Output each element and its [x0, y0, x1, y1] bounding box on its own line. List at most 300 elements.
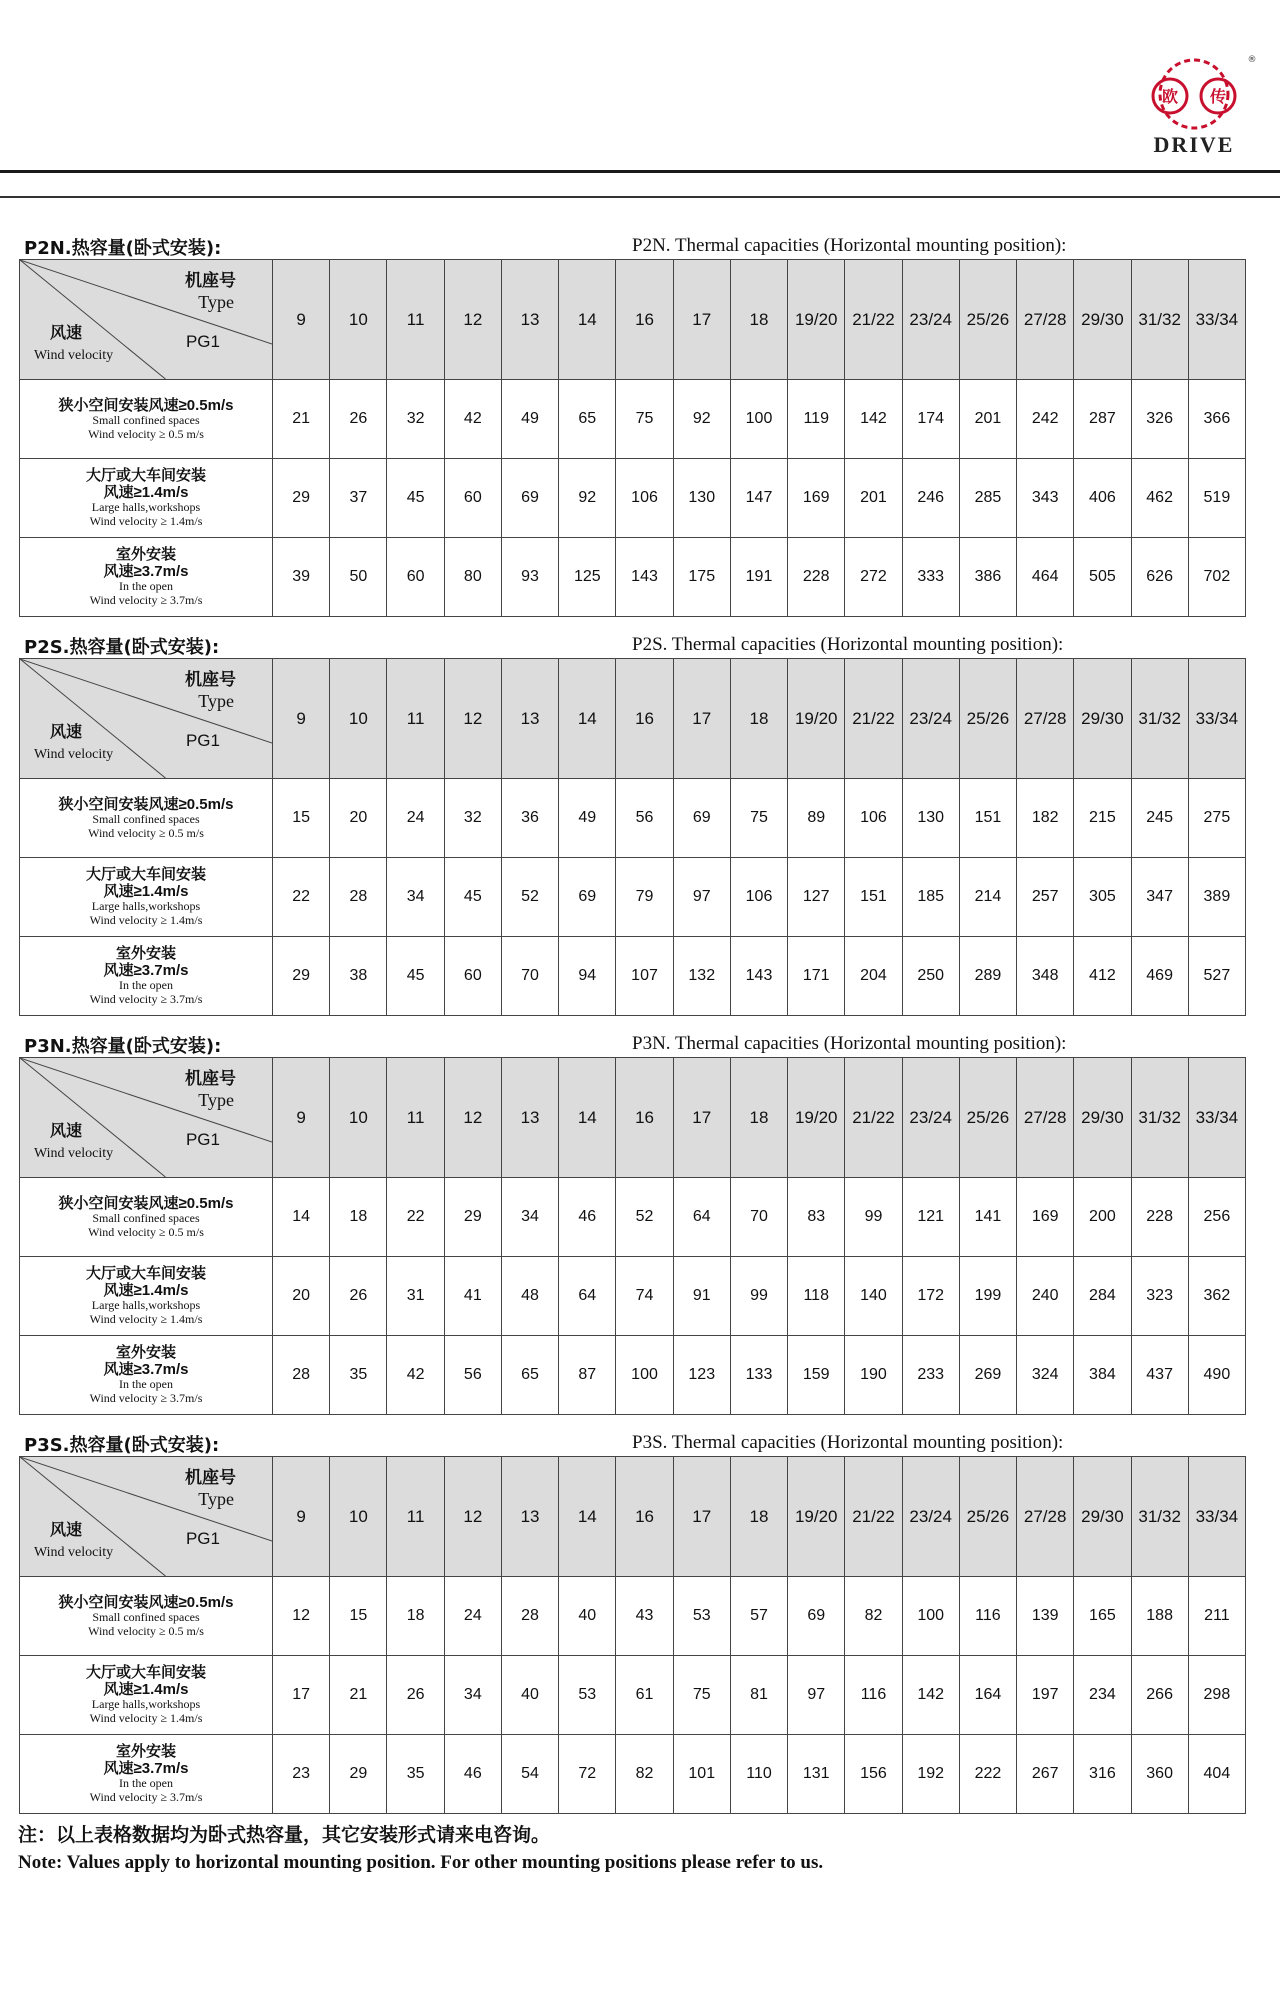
table-cell: 100: [616, 1336, 673, 1415]
table-cell: 81: [730, 1656, 787, 1735]
table-corner-cell: [20, 659, 273, 779]
table-cell: 519: [1188, 459, 1245, 538]
table-cell: 99: [845, 1178, 902, 1257]
table-cell: 100: [730, 380, 787, 459]
column-header: 13: [501, 659, 558, 779]
table-cell: 37: [330, 459, 387, 538]
table-cell: 527: [1188, 937, 1245, 1016]
table-cell: 165: [1074, 1577, 1131, 1656]
table-cell: 347: [1131, 858, 1188, 937]
column-header: 14: [559, 1058, 616, 1178]
table-cell: 406: [1074, 459, 1131, 538]
table-cell: 116: [959, 1577, 1016, 1656]
table-cell: 141: [959, 1178, 1016, 1257]
table-cell: 215: [1074, 779, 1131, 858]
footnote-cn: 注：以上表格数据均为卧式热容量，其它安装形式请来电咨询。: [18, 1824, 551, 1846]
table-cell: 199: [959, 1257, 1016, 1336]
row-label-cn-2: 风速≥3.7m/s: [103, 1760, 189, 1778]
column-header: 27/28: [1017, 1058, 1074, 1178]
table-cell: 360: [1131, 1735, 1188, 1814]
column-header: 10: [330, 659, 387, 779]
table-cell: 169: [788, 459, 845, 538]
column-header: 11: [387, 1058, 444, 1178]
table-cell: 272: [845, 538, 902, 617]
column-header: 18: [730, 1058, 787, 1178]
table-cell: 35: [387, 1735, 444, 1814]
table-cell: 15: [330, 1577, 387, 1656]
column-header: 12: [444, 260, 501, 380]
column-header: 18: [730, 659, 787, 779]
table-cell: 324: [1017, 1336, 1074, 1415]
table-cell: 29: [273, 937, 330, 1016]
column-header: 29/30: [1074, 260, 1131, 380]
table-cell: 75: [616, 380, 673, 459]
row-label-cn-2: 风速≥1.4m/s: [103, 484, 189, 502]
table-cell: 190: [845, 1336, 902, 1415]
table-cell: 250: [902, 937, 959, 1016]
table-header-row: [20, 260, 1246, 380]
table-cell: 35: [330, 1336, 387, 1415]
table-cell: 130: [673, 459, 730, 538]
table-cell: 28: [330, 858, 387, 937]
column-header: 23/24: [902, 1457, 959, 1577]
row-label: [20, 858, 273, 937]
table-cell: 42: [387, 1336, 444, 1415]
row-label-en: In the open: [119, 978, 173, 993]
table-cell: 26: [330, 380, 387, 459]
table-cell: 464: [1017, 538, 1074, 617]
column-header: 10: [330, 1457, 387, 1577]
row-label-cn-2: 风速≥3.7m/s: [103, 962, 189, 980]
table-cell: 24: [387, 779, 444, 858]
table-cell: 100: [902, 1577, 959, 1656]
column-header: 31/32: [1131, 260, 1188, 380]
table-cell: 79: [616, 858, 673, 937]
table-cell: 46: [559, 1178, 616, 1257]
row-label-en-2: Wind velocity ≥ 3.7m/s: [89, 992, 203, 1007]
table-cell: 285: [959, 459, 1016, 538]
row-label-cn: 大厅或大车间安装: [85, 466, 206, 484]
table-cell: 228: [1131, 1178, 1188, 1257]
table-cell: 75: [673, 1656, 730, 1735]
table-cell: 60: [387, 538, 444, 617]
table-cell: 287: [1074, 380, 1131, 459]
table-cell: 298: [1188, 1656, 1245, 1735]
row-label: [20, 1178, 273, 1257]
table-cell: 14: [273, 1178, 330, 1257]
row-label-cn: 室外安装: [115, 1742, 176, 1760]
row-label-en: In the open: [119, 1377, 173, 1392]
table-cell: 56: [616, 779, 673, 858]
corner-pg: PG1: [185, 1529, 220, 1548]
corner-pg: PG1: [185, 731, 220, 750]
column-header: 11: [387, 1457, 444, 1577]
table-cell: 64: [673, 1178, 730, 1257]
section-title-en: P3S. Thermal capacities (Horizontal mounting position):: [632, 1432, 1064, 1453]
table-cell: 267: [1017, 1735, 1074, 1814]
table-cell: 89: [788, 779, 845, 858]
row-label-cn-2: 风速≥3.7m/s: [103, 563, 189, 581]
column-header: 16: [616, 260, 673, 380]
table-cell: 185: [902, 858, 959, 937]
table-cell: 41: [444, 1257, 501, 1336]
row-label-en-2: Wind velocity ≥ 1.4m/s: [89, 1711, 203, 1726]
row-label-en-2: Wind velocity ≥ 3.7m/s: [89, 1790, 203, 1805]
column-header: 21/22: [845, 260, 902, 380]
column-header: 13: [501, 1058, 558, 1178]
table-cell: 49: [559, 779, 616, 858]
table-cell: 140: [845, 1257, 902, 1336]
table-cell: 97: [673, 858, 730, 937]
table-cell: 159: [788, 1336, 845, 1415]
table-cell: 323: [1131, 1257, 1188, 1336]
table-cell: 233: [902, 1336, 959, 1415]
table-cell: 29: [444, 1178, 501, 1257]
corner-type-en: Type: [198, 1090, 234, 1110]
table-cell: 70: [501, 937, 558, 1016]
table-cell: 26: [387, 1656, 444, 1735]
row-label-en-2: Wind velocity ≥ 1.4m/s: [89, 913, 203, 928]
table-cell: 74: [616, 1257, 673, 1336]
table-cell: 142: [845, 380, 902, 459]
row-label-cn: 大厅或大车间安装: [85, 1663, 206, 1681]
table-cell: 61: [616, 1656, 673, 1735]
corner-wind-en: Wind velocity: [34, 1146, 114, 1161]
table-cell: 257: [1017, 858, 1074, 937]
column-header: 31/32: [1131, 1058, 1188, 1178]
table-cell: 182: [1017, 779, 1074, 858]
column-header: 16: [616, 1058, 673, 1178]
column-header: 18: [730, 1457, 787, 1577]
table-row: [20, 779, 1246, 858]
row-label: [20, 779, 273, 858]
row-label: [20, 1577, 273, 1656]
column-header: 19/20: [788, 1058, 845, 1178]
row-label-cn-2: 风速≥1.4m/s: [103, 1681, 189, 1699]
table-cell: 343: [1017, 459, 1074, 538]
table-cell: 133: [730, 1336, 787, 1415]
table-cell: 20: [273, 1257, 330, 1336]
table-cell: 132: [673, 937, 730, 1016]
corner-pg: PG1: [185, 1130, 220, 1149]
table-cell: 24: [444, 1577, 501, 1656]
table-row: [20, 538, 1246, 617]
header-rule-thick: [0, 170, 1280, 173]
section-title-cn: P2S.热容量(卧式安装):: [24, 637, 220, 658]
table-cell: 101: [673, 1735, 730, 1814]
table-cell: 245: [1131, 779, 1188, 858]
row-label: [20, 937, 273, 1016]
row-label-en: Large halls,workshops: [91, 1298, 201, 1313]
table-cell: 366: [1188, 380, 1245, 459]
table-cell: 142: [902, 1656, 959, 1735]
column-header: 19/20: [788, 1457, 845, 1577]
table-cell: 45: [444, 858, 501, 937]
table-cell: 469: [1131, 937, 1188, 1016]
table-cell: 284: [1074, 1257, 1131, 1336]
column-header: 33/34: [1188, 260, 1245, 380]
row-label-en: Small confined spaces: [92, 412, 200, 427]
section-title-cn: P2N.热容量(卧式安装):: [24, 238, 222, 259]
table-cell: 125: [559, 538, 616, 617]
row-label-cn-2: 风速≥1.4m/s: [103, 883, 189, 901]
table-cell: 20: [330, 779, 387, 858]
table-cell: 31: [387, 1257, 444, 1336]
table-row: [20, 1656, 1246, 1735]
table-cell: 93: [501, 538, 558, 617]
row-label-en: In the open: [119, 579, 173, 594]
table-cell: 46: [444, 1735, 501, 1814]
row-label-en: Small confined spaces: [92, 811, 200, 826]
table-cell: 201: [845, 459, 902, 538]
table-header-row: [20, 1457, 1246, 1577]
table-cell: 116: [845, 1656, 902, 1735]
table-cell: 106: [616, 459, 673, 538]
corner-type-cn: 机座号: [185, 271, 236, 290]
row-label-cn: 狭小空间安装风速≥0.5m/s: [58, 795, 234, 813]
row-label-cn: 室外安装: [115, 1343, 176, 1361]
column-header: 25/26: [959, 260, 1016, 380]
column-header: 14: [559, 659, 616, 779]
row-label-cn: 狭小空间安装风速≥0.5m/s: [58, 1194, 234, 1212]
column-header: 27/28: [1017, 260, 1074, 380]
column-header: 31/32: [1131, 1457, 1188, 1577]
table-cell: 80: [444, 538, 501, 617]
column-header: 9: [273, 1058, 330, 1178]
table-cell: 70: [730, 1178, 787, 1257]
row-label: [20, 538, 273, 617]
table-corner-cell: [20, 1058, 273, 1178]
column-header: 14: [559, 260, 616, 380]
table-row: [20, 937, 1246, 1016]
row-label-en: Large halls,workshops: [91, 899, 201, 914]
table-cell: 119: [788, 380, 845, 459]
corner-type-cn: 机座号: [185, 670, 236, 689]
table-cell: 60: [444, 937, 501, 1016]
table-cell: 316: [1074, 1735, 1131, 1814]
table-cell: 72: [559, 1735, 616, 1814]
table-cell: 164: [959, 1656, 1016, 1735]
table-cell: 64: [559, 1257, 616, 1336]
table-cell: 171: [788, 937, 845, 1016]
table-cell: 169: [1017, 1178, 1074, 1257]
table-cell: 15: [273, 779, 330, 858]
corner-wind-cn: 风速: [50, 325, 83, 342]
table-cell: 702: [1188, 538, 1245, 617]
table-cell: 94: [559, 937, 616, 1016]
column-header: 14: [559, 1457, 616, 1577]
thermal-capacity-table: [19, 259, 1246, 617]
row-label-en: Large halls,workshops: [91, 500, 201, 515]
table-cell: 121: [902, 1178, 959, 1257]
table-cell: 106: [845, 779, 902, 858]
table-cell: 326: [1131, 380, 1188, 459]
table-cell: 49: [501, 380, 558, 459]
column-header: 12: [444, 659, 501, 779]
column-header: 19/20: [788, 260, 845, 380]
table-row: [20, 1735, 1246, 1814]
column-header: 13: [501, 1457, 558, 1577]
table-cell: 305: [1074, 858, 1131, 937]
table-cell: 65: [559, 380, 616, 459]
table-cell: 54: [501, 1735, 558, 1814]
row-label-en-2: Wind velocity ≥ 0.5 m/s: [88, 825, 204, 840]
table-cell: 23: [273, 1735, 330, 1814]
table-cell: 42: [444, 380, 501, 459]
row-label-cn: 大厅或大车间安装: [85, 1264, 206, 1282]
table-cell: 92: [673, 380, 730, 459]
row-label-en-2: Wind velocity ≥ 3.7m/s: [89, 1391, 203, 1406]
table-cell: 106: [730, 858, 787, 937]
column-header: 33/34: [1188, 1457, 1245, 1577]
table-cell: 147: [730, 459, 787, 538]
footnote-en: Note: Values apply to horizontal mounting position. For other mounting positions please refer to us.: [18, 1852, 824, 1873]
brand-mark-left: 欧: [1161, 87, 1179, 106]
table-cell: 82: [845, 1577, 902, 1656]
table-cell: 143: [616, 538, 673, 617]
table-row: [20, 1577, 1246, 1656]
table-cell: 197: [1017, 1656, 1074, 1735]
table-cell: 28: [501, 1577, 558, 1656]
table-cell: 333: [902, 538, 959, 617]
gear-logo-icon: [1128, 52, 1260, 162]
column-header: 33/34: [1188, 659, 1245, 779]
table-cell: 256: [1188, 1178, 1245, 1257]
corner-wind-en: Wind velocity: [34, 1545, 114, 1560]
table-cell: 143: [730, 937, 787, 1016]
row-label-en-2: Wind velocity ≥ 0.5 m/s: [88, 1224, 204, 1239]
row-label-cn-2: 风速≥3.7m/s: [103, 1361, 189, 1379]
table-cell: 348: [1017, 937, 1074, 1016]
column-header: 10: [330, 1058, 387, 1178]
table-cell: 56: [444, 1336, 501, 1415]
row-label-en-2: Wind velocity ≥ 1.4m/s: [89, 1312, 203, 1327]
row-label-cn: 狭小空间安装风速≥0.5m/s: [58, 1593, 234, 1611]
table-row: [20, 1178, 1246, 1257]
row-label-en-2: Wind velocity ≥ 3.7m/s: [89, 593, 203, 608]
row-label-en-2: Wind velocity ≥ 0.5 m/s: [88, 1623, 204, 1638]
table-cell: 60: [444, 459, 501, 538]
table-row: [20, 858, 1246, 937]
row-label-cn-2: 风速≥1.4m/s: [103, 1282, 189, 1300]
table-cell: 38: [330, 937, 387, 1016]
corner-type-en: Type: [198, 292, 234, 312]
table-cell: 99: [730, 1257, 787, 1336]
row-label-en: Small confined spaces: [92, 1609, 200, 1624]
table-cell: 139: [1017, 1577, 1074, 1656]
table-cell: 110: [730, 1735, 787, 1814]
header-rule-thin: [0, 196, 1280, 198]
row-label-en: Small confined spaces: [92, 1210, 200, 1225]
section-title-cn: P3S.热容量(卧式安装):: [24, 1435, 220, 1456]
table-cell: 269: [959, 1336, 1016, 1415]
table-cell: 29: [330, 1735, 387, 1814]
brand-name: DRIVE: [1153, 132, 1235, 157]
table-row: [20, 380, 1246, 459]
column-header: 25/26: [959, 1058, 1016, 1178]
column-header: 9: [273, 1457, 330, 1577]
table-cell: 412: [1074, 937, 1131, 1016]
column-header: 9: [273, 260, 330, 380]
row-label: [20, 1735, 273, 1814]
row-label-en: In the open: [119, 1776, 173, 1791]
table-cell: 118: [788, 1257, 845, 1336]
table-cell: 246: [902, 459, 959, 538]
column-header: 17: [673, 1058, 730, 1178]
corner-type-en: Type: [198, 691, 234, 711]
table-cell: 53: [559, 1656, 616, 1735]
row-label: [20, 1656, 273, 1735]
column-header: 31/32: [1131, 659, 1188, 779]
table-cell: 92: [559, 459, 616, 538]
table-cell: 45: [387, 459, 444, 538]
table-cell: 43: [616, 1577, 673, 1656]
table-cell: 69: [559, 858, 616, 937]
table-cell: 211: [1188, 1577, 1245, 1656]
table-row: [20, 1336, 1246, 1415]
table-cell: 21: [330, 1656, 387, 1735]
row-label-cn: 室外安装: [115, 944, 176, 962]
table-cell: 389: [1188, 858, 1245, 937]
table-cell: 45: [387, 937, 444, 1016]
column-header: 11: [387, 659, 444, 779]
table-header-row: [20, 659, 1246, 779]
column-header: 23/24: [902, 1058, 959, 1178]
thermal-capacity-table: [19, 1057, 1246, 1415]
table-cell: 174: [902, 380, 959, 459]
row-label-en-2: Wind velocity ≥ 0.5 m/s: [88, 426, 204, 441]
table-cell: 201: [959, 380, 1016, 459]
table-cell: 69: [788, 1577, 845, 1656]
table-cell: 18: [330, 1178, 387, 1257]
table-cell: 266: [1131, 1656, 1188, 1735]
column-header: 29/30: [1074, 1457, 1131, 1577]
table-cell: 52: [501, 858, 558, 937]
table-cell: 384: [1074, 1336, 1131, 1415]
corner-type-en: Type: [198, 1489, 234, 1509]
section-title-cn: P3N.热容量(卧式安装):: [24, 1036, 222, 1057]
table-cell: 289: [959, 937, 1016, 1016]
table-cell: 386: [959, 538, 1016, 617]
table-cell: 626: [1131, 538, 1188, 617]
table-cell: 172: [902, 1257, 959, 1336]
row-label-en: Large halls,workshops: [91, 1697, 201, 1712]
table-cell: 127: [788, 858, 845, 937]
column-header: 10: [330, 260, 387, 380]
corner-wind-en: Wind velocity: [34, 348, 114, 363]
table-cell: 130: [902, 779, 959, 858]
column-header: 27/28: [1017, 1457, 1074, 1577]
column-header: 29/30: [1074, 1058, 1131, 1178]
section-heading: [24, 234, 1254, 258]
section-heading: [24, 633, 1254, 657]
table-cell: 28: [273, 1336, 330, 1415]
table-cell: 151: [959, 779, 1016, 858]
table-cell: 362: [1188, 1257, 1245, 1336]
row-label: [20, 380, 273, 459]
column-header: 23/24: [902, 260, 959, 380]
column-header: 11: [387, 260, 444, 380]
corner-wind-en: Wind velocity: [34, 747, 114, 762]
table-cell: 97: [788, 1656, 845, 1735]
corner-type-cn: 机座号: [185, 1468, 236, 1487]
table-cell: 69: [501, 459, 558, 538]
table-cell: 175: [673, 538, 730, 617]
table-cell: 200: [1074, 1178, 1131, 1257]
table-cell: 48: [501, 1257, 558, 1336]
table-cell: 65: [501, 1336, 558, 1415]
section-heading: [24, 1431, 1254, 1455]
